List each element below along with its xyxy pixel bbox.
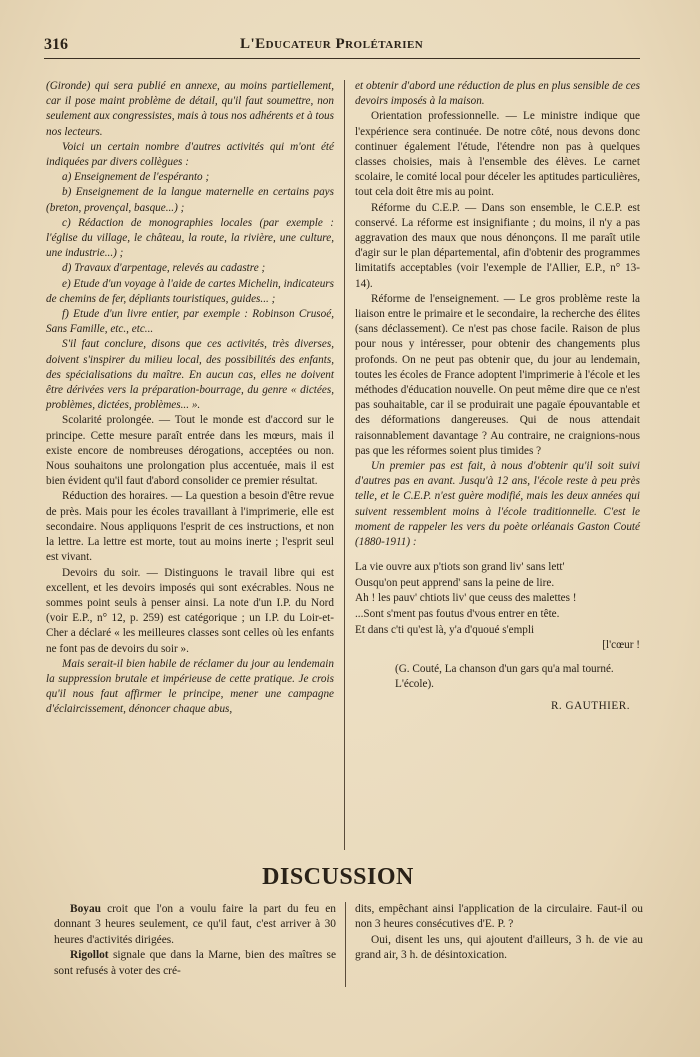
discussion-divider [345, 902, 346, 987]
paragraph-scolarite: Scolarité prolongée. — Tout le monde est d'accord sur le principe. Cette mesure paraît entrée dans les mœurs, mais il existe encore de nombreuses dérogations, acceptées ou non. Nous souhaitons une prolongation plus accentuée, mais il est bien évident qu'il faut d'abord consolider ce premier résultat. [46, 414, 334, 488]
discussion-paragraph [54, 902, 336, 948]
discussion-text: croit que l'on a voulu faire la part du feu en donnant 3 heures seulement, ce qu'il faut, c'est arriver à 30 heures d'activités dirigées. [54, 903, 336, 946]
speaker-name: Boyau [70, 903, 102, 915]
paragraph-devoirs: Devoirs du soir. — Distinguons le travail libre qui est excellent, et les devoirs imposés qui sont exécrables. Nous ne sommes point seuls à penser ainsi. La note d'un I.P. du Nord (voir E.P., n° 12, p. 259) est catégorique ; un I.P. du Loir-et-Cher a déclaré « les meilleures classes sont celles où les enfants ne font pas de devoirs du soir ». [46, 566, 334, 655]
page-header [44, 36, 640, 59]
poem-line: La vie ouvre aux p'tiots son grand liv' sans lett' [355, 561, 565, 574]
paragraph-cep: Réforme du C.E.P. — Dans son ensemble, le C.E.P. est conservé. La réforme est insignifiante ; du moins, il n'y a pas aggravation des maux que nous dénonçons. Il me paraît utile d'agir sur le plan départemental, afin d'obtenir des programmes limitatifs acceptables (voir l'exemple de l'Allier, E.P., n° 13-14). [355, 201, 640, 290]
paragraph: (Gironde) qui sera publié en annexe, au moins partiellement, car il pose maint problème de détail, qu'il faut soumettre, non seulement aux congressistes, mais à tous nos adhérents et à tous nos lecteurs. [46, 80, 334, 138]
signature: R. GAUTHIER. [550, 700, 630, 713]
discussion-paragraph: dits, empêchant ainsi l'application de la circulaire. Faut-il ou non 3 heures consécutives d'E. P. ? [355, 903, 643, 931]
discussion-paragraph: Oui, disent les uns, qui ajoutent d'ailleurs, 3 h. de vie au grand air, 3 h. de désintoxication. [355, 933, 643, 962]
discussion-left-column [54, 902, 336, 979]
list-item: d) Travaux d'arpentage, relevés au cadastre ; [62, 262, 266, 275]
paragraph: Voici un certain nombre d'autres activités qui m'ont été indiquées par divers collègues : [46, 140, 334, 169]
list-item: e) Etude d'un voyage à l'aide de cartes Michelin, indicateurs de chemins de fer, dépliants touristiques, guides... ; [46, 277, 334, 305]
poem-line-end: [l'cœur ! [602, 639, 640, 652]
list-item: f) Etude d'un livre entier, par exemple : Robinson Crusoé, Sans Famille, etc., etc... [46, 308, 334, 336]
paragraph: S'il faut conclure, disons que ces activités, très diverses, doivent s'inspirer du milieu local, des possibilités des enfants, des spécialisations du maître. En aucun cas, elles ne doivent être dérivées vers la préparation-bourrage, du genre « dictées, problèmes, dictées, problèmes... ». [46, 338, 334, 412]
paragraph: et obtenir d'abord une réduction de plus en plus sensible de ces devoirs imposés à la maison. [355, 80, 640, 108]
speaker-name: Rigollot [70, 949, 109, 962]
poem-line: Ah ! les pauv' chtiots liv' que ceuss des malettes ! [355, 592, 577, 605]
paragraph-reforme: Réforme de l'enseignement. — Le gros problème reste la liaison entre le primaire et le secondaire, la recherche des élites (sans déclassement). Ce n'est pas chose facile. Raison de plus pour nous y intéresser, pour obtenir des changements plus profonds. On ne peut pas obtenir que, du jour au lendemain, toutes les écoles de France adoptent l'imprimerie à l'école et les méthodes d'éducation nouvelle. On peut même dire que ce n'est pas souhaitable, car il se produirait une pagaïe épouvantable et des déformations dangereuses. Qui de nous attendait raisonnablement davantage ? Au contraire, ne craignions-nous pas que les réformes soient plus timides ? [355, 292, 640, 457]
column-divider [344, 80, 345, 850]
list-item: c) Rédaction de monographies locales (par exemple : l'église du village, le château, la route, la rivière, une culture, une industrie...) ; [46, 216, 334, 260]
discussion-text: signale que dans la Marne, bien des maîtres se sont refusés à voter des cré- [54, 949, 336, 977]
page-number: 316 [44, 36, 68, 53]
right-column [355, 79, 640, 714]
discussion-paragraph [54, 948, 336, 979]
journal-title: L'Educateur Prolétarien [240, 36, 424, 52]
poem [355, 560, 640, 654]
paragraph-orientation: Orientation professionnelle. — Le ministre indique que l'expérience sera continuée. De notre côté, nous devons donc continuer également l'étude, l'étendre non pas à quelques classes choisies, mais à l'ensemble des élèves. Le carnet scolaire, le comité local pour déceler les aptitudes particulières, tout cela doit être mis au point. [355, 110, 640, 199]
poem-line: ...Sont s'ment pas foutus d'vous entrer en tête. [355, 608, 560, 621]
poem-line: Ousqu'on peut apprend' sans la peine de lire. [355, 576, 555, 589]
poem-line: Et dans c'ti qu'est là, y'a d'quoué s'empli [355, 623, 535, 636]
discussion-right-column [355, 902, 643, 964]
list-item: a) Enseignement de l'espéranto ; [62, 171, 210, 184]
paragraph: Mais serait-il bien habile de réclamer du jour au lendemain la suppression brutale et impérieuse de cette pratique. Je crois qu'il nous faut affirmer le principe, mener une campagne d'éclaircissement, dénoncer chaque abus, [46, 657, 334, 716]
citation: (G. Couté, La chanson d'un gars qu'a mal tourné. L'école). [395, 662, 614, 691]
left-column [46, 79, 334, 718]
discussion-title: DISCUSSION [262, 864, 414, 890]
list-item: b) Enseignement de la langue maternelle en certains pays (breton, provençal, basque...) ; [46, 186, 334, 214]
paragraph: Un premier pas est fait, à nous d'obtenir qu'il soit suivi d'autres pas en avant. Jusqu'à 12 ans, l'école reste à peu près telle, et le C.E.P. n'est guère modifié, mais les deux années qui suivent ressemblent moins à l'école traditionnelle. C'est le moment de rappeler les vers du poète orléanais Gaston Couté (1880-1911) : [355, 460, 640, 549]
paragraph-horaires: Réduction des horaires. — La question a besoin d'être revue de près. Mais pour les écoles travaillant à l'imprimerie, elle est secondaire. Nous appliquons l'esprit de ces instructions, et non la lettre. La lettre est morte, tout au moins inerte ; l'esprit seul est vivant. [46, 490, 334, 564]
